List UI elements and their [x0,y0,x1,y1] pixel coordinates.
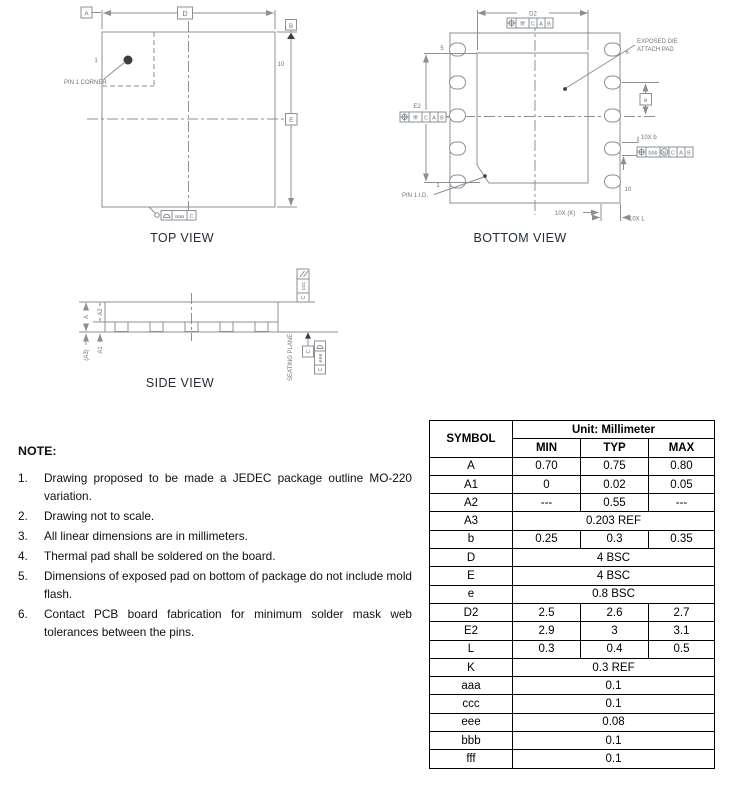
table-row [430,567,715,585]
min-cell: 0.70 [513,457,581,475]
span-value-cell: 0.1 [513,695,715,713]
pin1-id-label: PIN 1 I.D. [402,193,429,199]
typ-cell: 0.02 [581,475,649,493]
top-view-drawing [64,7,297,220]
min-cell: 2.9 [513,622,581,640]
span-value-cell: 0.1 [513,677,715,695]
symbol-cell: fff [430,750,513,768]
table-row [430,713,715,731]
typ-cell: 0.3 [581,530,649,548]
fcf-datum-label: C [301,295,307,300]
dim-a3-label: (A3) [84,349,90,361]
symbol-cell: bbb [430,732,513,750]
symbol-cell: E2 [430,622,513,640]
note-number: 4. [18,549,28,564]
max-cell: 3.1 [649,622,715,640]
label-10x-l: 10X L [629,216,645,223]
fcf-tol-label: fff [520,21,525,28]
fcf-datum-label: A [432,115,436,122]
table-row [430,622,715,640]
symbol-cell: L [430,640,513,658]
symbol-cell: ccc [430,695,513,713]
bottom-view-drawing [400,10,693,223]
note-text: Thermal pad shall be soldered on the board. [44,549,276,564]
note-text: All linear dimensions are in millimeters. [44,528,248,543]
exposed-pad-label: ATTACH PAD [637,47,674,53]
side-view-drawing [79,269,338,381]
col-header-typ: TYP [581,439,649,457]
dim-a-label: A [84,314,90,320]
note-text: Contact PCB board fabrication for minimum solder mask web tolerances between the pins. [44,607,412,639]
max-cell: 0.05 [649,475,715,493]
table-row [430,677,715,695]
dim-e2-label: E2 [413,104,421,110]
dim-e-label: e [644,98,648,104]
pin10-number: 10 [624,187,632,193]
table-row [430,530,715,548]
dim-e-label: E [289,118,294,124]
note-item [18,568,412,603]
span-value-cell: 0.08 [513,713,715,731]
symbol-cell: A3 [430,512,513,530]
symbol-cell: A [430,457,513,475]
fcf-ccc [297,269,309,302]
symbol-cell: b [430,530,513,548]
table-row [430,658,715,676]
col-header-min: MIN [513,439,581,457]
note-number: 1. [18,471,28,485]
pin1-corner-leader [104,62,125,79]
dimension-table [429,420,715,769]
left-pins [450,43,466,188]
typ-cell: 0.4 [581,640,649,658]
side-view-title: SIDE VIEW [145,376,215,390]
span-value-cell: 0.3 REF [513,658,715,676]
pin6-number: 6 [625,50,629,56]
note-item [18,606,412,641]
datum-b-label: B [288,24,294,30]
fcf-datum-label: B [547,21,551,28]
note-item [18,548,412,566]
seating-plane-label: SEATING PLANE [288,333,294,381]
symbol-cell: A1 [430,475,513,493]
min-cell: --- [513,494,581,512]
pin5-number: 5 [440,46,444,52]
span-value-cell: 4 BSC [513,567,715,585]
bottom-view-title: BOTTOM VIEW [473,231,567,245]
symbol-cell: eee [430,713,513,731]
fcf-tol-label: aaa [174,213,185,220]
fcf-aaa [161,211,196,221]
fcf-tol-label: ccc [301,281,307,291]
fcf-d2 [507,18,553,28]
pin1-number: 1 [436,183,440,189]
notes-heading: NOTE: [18,444,57,458]
table-row [430,732,715,750]
fcf-eee [315,341,326,374]
min-cell: 0.3 [513,640,581,658]
right-pins [605,43,621,188]
fcf-datum-label: B [687,150,691,157]
typ-cell: 0.55 [581,494,649,512]
max-cell: 0.5 [649,640,715,658]
exposed-pad-leader [566,45,635,88]
max-cell: 2.7 [649,603,715,621]
symbol-cell: D2 [430,603,513,621]
span-value-cell: 0.1 [513,732,715,750]
fcf-tol-label: eee [318,353,324,363]
symbol-cell: E [430,567,513,585]
pin1-number: 1 [94,58,98,64]
package-body-outline [450,33,620,203]
exposed-pad-label: EXPOSED DIE [637,39,678,45]
fcf-datum-label: C [318,367,324,372]
top-view-title: TOP VIEW [150,231,214,245]
note-number: 3. [18,528,28,543]
span-value-cell: 0.8 BSC [513,585,715,603]
table-header-row [430,421,715,439]
pin10-number: 10 [277,62,285,68]
table-row [430,603,715,621]
leader-dot [483,174,487,178]
table-row [430,585,715,603]
datum-b-triangle [287,33,295,39]
table-row [430,640,715,658]
notes-section [18,444,412,644]
pin1-corner-label: PIN 1 CORNER [64,80,107,86]
max-cell: --- [649,494,715,512]
symbol-cell: e [430,585,513,603]
min-cell: 0 [513,475,581,493]
table-row [430,512,715,530]
typ-cell: 3 [581,622,649,640]
fcf-datum-label: C [671,150,675,157]
fcf-e2 [400,112,450,122]
typ-cell: 2.6 [581,603,649,621]
fcf-datum-label: C [424,115,428,122]
table-row [430,549,715,567]
note-number: 2. [18,508,28,523]
datum-c-label: C [306,349,312,354]
leader-balloon [155,213,160,218]
table-unit-header: Unit: Millimeter [513,421,715,439]
datum-a-label: A [84,11,89,18]
table-row [430,494,715,512]
col-header-max: MAX [649,439,715,457]
note-item [18,508,412,526]
symbol-cell: aaa [430,677,513,695]
span-value-cell: 0.203 REF [513,512,715,530]
fcf-bbb [637,147,693,157]
note-text: Drawing proposed to be made a JEDEC package outline MO-220 variation. [44,471,412,503]
fcf-datum-label: B [440,115,444,122]
note-item [18,470,412,505]
fcf-datum-label: C [189,213,194,220]
dim-a2-label: A2 [98,308,104,316]
span-value-cell: 0.1 [513,750,715,768]
note-item [18,528,412,546]
fcf-datum-label: A [539,21,543,28]
dim-a1-label: A1 [98,346,104,354]
span-value-cell: 4 BSC [513,549,715,567]
datum-c-triangle [305,332,311,338]
table-row [430,475,715,493]
max-cell: 0.80 [649,457,715,475]
table-row [430,457,715,475]
exposed-pad-outline [477,53,588,183]
dim-d2-label: D2 [529,11,537,18]
extension-line [601,204,621,221]
label-10x-k: 10X (K) [555,211,576,217]
dim-d-label: D [182,11,188,18]
note-text: Dimensions of exposed pad on bottom of package do not include mold flash. [44,569,412,601]
note-number: 5. [18,569,28,584]
leader-dot [563,87,567,91]
fcf-datum-label: C [531,21,535,28]
pin1-marker-dot [124,56,133,65]
fcf-modifier-label: M [662,150,667,156]
fcf-tol-label: fff [413,115,418,122]
typ-cell: 0.75 [581,457,649,475]
fcf-datum-label: A [679,150,683,157]
fcf-tol-label: bbb [648,150,658,157]
table-row [430,695,715,713]
max-cell: 0.35 [649,530,715,548]
note-text: Drawing not to scale. [44,508,155,523]
min-cell: 2.5 [513,603,581,621]
symbol-cell: D [430,549,513,567]
note-number: 6. [18,607,28,622]
min-cell: 0.25 [513,530,581,548]
symbol-cell: A2 [430,494,513,512]
col-header-symbol: SYMBOL [430,421,513,458]
fcf-leader [149,207,155,213]
table-row [430,750,715,768]
symbol-cell: K [430,658,513,676]
label-10x-b: 10X b [641,135,657,141]
